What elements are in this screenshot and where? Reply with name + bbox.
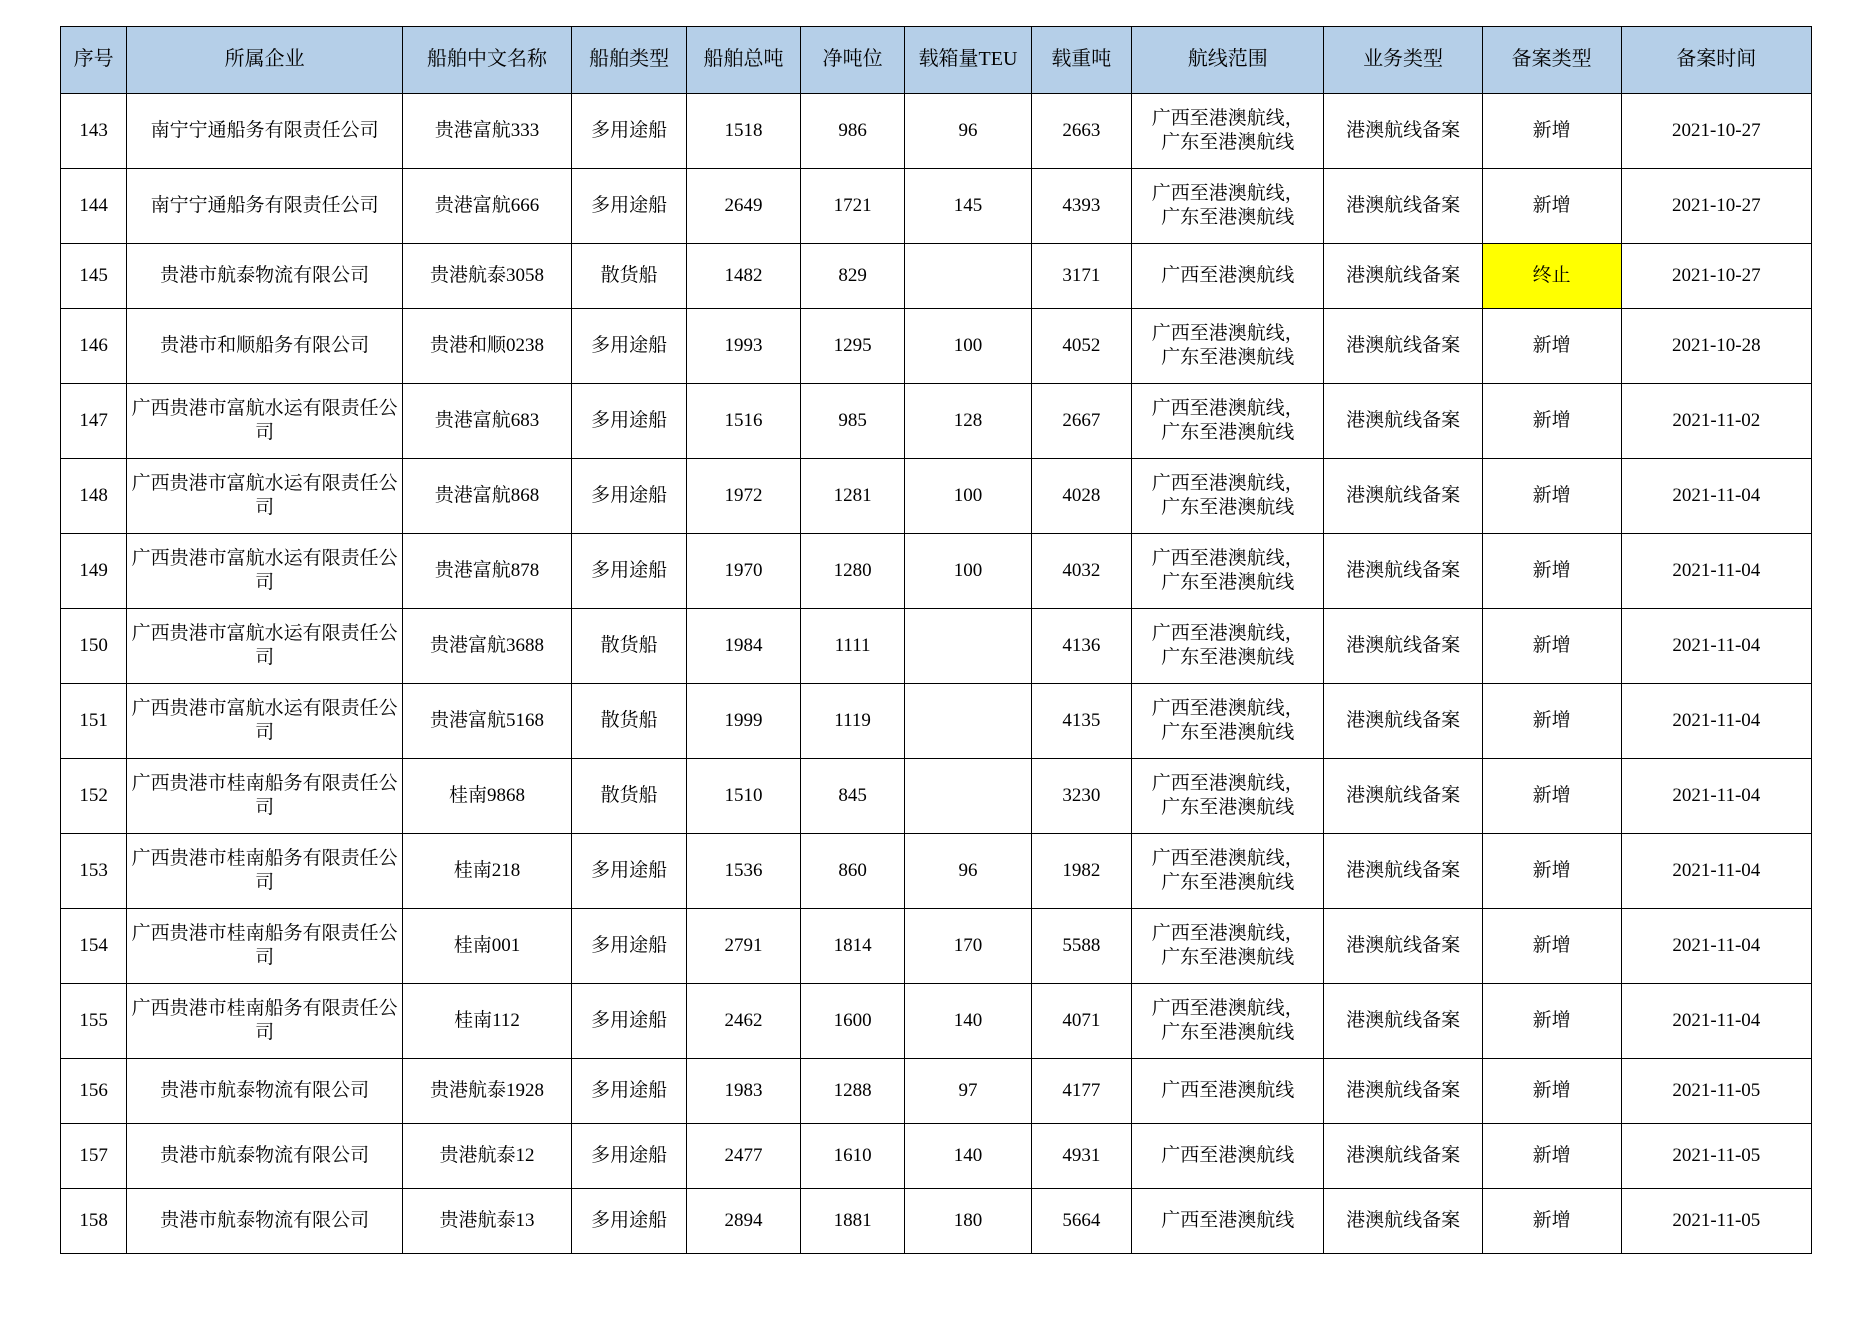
table-row <box>61 684 1812 759</box>
table-row <box>61 1059 1812 1124</box>
column-header-net-tonnage: 净吨位 <box>800 27 905 94</box>
cell-deadweight-tonnage: 1982 <box>1031 834 1131 909</box>
cell-ship-name: 贵港富航878 <box>403 534 572 609</box>
cell-record-date: 2021-10-27 <box>1621 244 1811 309</box>
cell-ship-type: 多用途船 <box>571 909 686 984</box>
cell-teu-capacity <box>905 684 1031 759</box>
cell-record-type: 新增 <box>1482 909 1621 984</box>
table-row <box>61 759 1812 834</box>
table-row <box>61 1124 1812 1189</box>
cell-route-range: 广西至港澳航线， 广东至港澳航线 <box>1132 684 1324 759</box>
cell-business-type: 港澳航线备案 <box>1324 984 1482 1059</box>
cell-net-tonnage: 1600 <box>800 984 905 1059</box>
cell-row-index: 150 <box>61 609 127 684</box>
cell-record-type: 新增 <box>1482 94 1621 169</box>
cell-route-range: 广西至港澳航线， 广东至港澳航线 <box>1132 534 1324 609</box>
cell-record-type: 新增 <box>1482 834 1621 909</box>
cell-business-type: 港澳航线备案 <box>1324 534 1482 609</box>
cell-record-type: 新增 <box>1482 1124 1621 1189</box>
cell-deadweight-tonnage: 4177 <box>1031 1059 1131 1124</box>
table-row <box>61 984 1812 1059</box>
cell-row-index: 145 <box>61 244 127 309</box>
cell-row-index: 149 <box>61 534 127 609</box>
cell-row-index: 157 <box>61 1124 127 1189</box>
cell-business-type: 港澳航线备案 <box>1324 1059 1482 1124</box>
cell-ship-type: 多用途船 <box>571 984 686 1059</box>
cell-ship-name: 贵港富航683 <box>403 384 572 459</box>
cell-ship-company: 广西贵港市桂南船务有限责任公司 <box>127 909 403 984</box>
cell-ship-name: 贵港航泰12 <box>403 1124 572 1189</box>
cell-ship-company: 广西贵港市桂南船务有限责任公司 <box>127 984 403 1059</box>
cell-business-type: 港澳航线备案 <box>1324 459 1482 534</box>
cell-teu-capacity: 100 <box>905 534 1031 609</box>
cell-ship-name: 贵港航泰13 <box>403 1189 572 1254</box>
cell-teu-capacity: 96 <box>905 94 1031 169</box>
cell-route-range: 广西至港澳航线， 广东至港澳航线 <box>1132 909 1324 984</box>
cell-ship-company: 广西贵港市富航水运有限责任公司 <box>127 609 403 684</box>
cell-gross-tonnage: 2894 <box>687 1189 800 1254</box>
cell-ship-type: 多用途船 <box>571 94 686 169</box>
cell-teu-capacity: 145 <box>905 169 1031 244</box>
cell-ship-company: 广西贵港市富航水运有限责任公司 <box>127 534 403 609</box>
cell-ship-type: 散货船 <box>571 684 686 759</box>
ship-records-table <box>60 26 1812 1254</box>
cell-record-date: 2021-11-04 <box>1621 984 1811 1059</box>
cell-record-type: 新增 <box>1482 384 1621 459</box>
cell-business-type: 港澳航线备案 <box>1324 1124 1482 1189</box>
cell-ship-company: 广西贵港市桂南船务有限责任公司 <box>127 759 403 834</box>
cell-record-date: 2021-10-27 <box>1621 169 1811 244</box>
cell-route-range: 广西至港澳航线， 广东至港澳航线 <box>1132 384 1324 459</box>
cell-ship-type: 多用途船 <box>571 834 686 909</box>
cell-teu-capacity <box>905 244 1031 309</box>
cell-route-range: 广西至港澳航线 <box>1132 1124 1324 1189</box>
cell-ship-name: 桂南218 <box>403 834 572 909</box>
cell-net-tonnage: 1814 <box>800 909 905 984</box>
cell-route-range: 广西至港澳航线 <box>1132 1189 1324 1254</box>
cell-business-type: 港澳航线备案 <box>1324 834 1482 909</box>
cell-deadweight-tonnage: 4032 <box>1031 534 1131 609</box>
cell-gross-tonnage: 2791 <box>687 909 800 984</box>
cell-teu-capacity: 140 <box>905 1124 1031 1189</box>
table-row <box>61 534 1812 609</box>
cell-deadweight-tonnage: 4028 <box>1031 459 1131 534</box>
cell-ship-company: 广西贵港市桂南船务有限责任公司 <box>127 834 403 909</box>
cell-record-type: 新增 <box>1482 1059 1621 1124</box>
cell-net-tonnage: 829 <box>800 244 905 309</box>
cell-gross-tonnage: 2462 <box>687 984 800 1059</box>
cell-net-tonnage: 985 <box>800 384 905 459</box>
cell-record-type: 新增 <box>1482 984 1621 1059</box>
cell-ship-type: 多用途船 <box>571 1059 686 1124</box>
cell-route-range: 广西至港澳航线 <box>1132 244 1324 309</box>
cell-teu-capacity: 128 <box>905 384 1031 459</box>
cell-route-range: 广西至港澳航线， 广东至港澳航线 <box>1132 984 1324 1059</box>
cell-teu-capacity: 100 <box>905 309 1031 384</box>
cell-gross-tonnage: 1518 <box>687 94 800 169</box>
cell-ship-type: 散货船 <box>571 609 686 684</box>
table-row <box>61 94 1812 169</box>
cell-business-type: 港澳航线备案 <box>1324 759 1482 834</box>
cell-teu-capacity: 180 <box>905 1189 1031 1254</box>
cell-ship-type: 多用途船 <box>571 1189 686 1254</box>
column-header-ship-name: 船舶中文名称 <box>403 27 572 94</box>
cell-teu-capacity: 170 <box>905 909 1031 984</box>
cell-ship-type: 散货船 <box>571 244 686 309</box>
column-header-business-type: 业务类型 <box>1324 27 1482 94</box>
cell-ship-company: 广西贵港市富航水运有限责任公司 <box>127 459 403 534</box>
cell-route-range: 广西至港澳航线， 广东至港澳航线 <box>1132 459 1324 534</box>
cell-record-date: 2021-11-04 <box>1621 759 1811 834</box>
cell-net-tonnage: 1111 <box>800 609 905 684</box>
cell-ship-type: 多用途船 <box>571 459 686 534</box>
cell-gross-tonnage: 1970 <box>687 534 800 609</box>
cell-row-index: 152 <box>61 759 127 834</box>
cell-ship-name: 桂南9868 <box>403 759 572 834</box>
table-row <box>61 384 1812 459</box>
cell-deadweight-tonnage: 4135 <box>1031 684 1131 759</box>
cell-deadweight-tonnage: 4931 <box>1031 1124 1131 1189</box>
cell-deadweight-tonnage: 2663 <box>1031 94 1131 169</box>
cell-gross-tonnage: 1993 <box>687 309 800 384</box>
table-header-row <box>61 27 1812 94</box>
cell-route-range: 广西至港澳航线 <box>1132 1059 1324 1124</box>
cell-record-date: 2021-11-04 <box>1621 834 1811 909</box>
cell-route-range: 广西至港澳航线， 广东至港澳航线 <box>1132 94 1324 169</box>
table-row <box>61 244 1812 309</box>
cell-teu-capacity: 140 <box>905 984 1031 1059</box>
cell-business-type: 港澳航线备案 <box>1324 609 1482 684</box>
cell-record-type: 新增 <box>1482 309 1621 384</box>
cell-ship-company: 贵港市航泰物流有限公司 <box>127 1189 403 1254</box>
cell-net-tonnage: 845 <box>800 759 905 834</box>
cell-business-type: 港澳航线备案 <box>1324 1189 1482 1254</box>
cell-net-tonnage: 1288 <box>800 1059 905 1124</box>
column-header-record-date: 备案时间 <box>1621 27 1811 94</box>
cell-deadweight-tonnage: 4393 <box>1031 169 1131 244</box>
cell-row-index: 148 <box>61 459 127 534</box>
cell-net-tonnage: 1610 <box>800 1124 905 1189</box>
cell-business-type: 港澳航线备案 <box>1324 684 1482 759</box>
cell-record-date: 2021-10-28 <box>1621 309 1811 384</box>
cell-row-index: 156 <box>61 1059 127 1124</box>
cell-business-type: 港澳航线备案 <box>1324 309 1482 384</box>
column-header-teu: 载箱量TEU <box>905 27 1031 94</box>
cell-net-tonnage: 1721 <box>800 169 905 244</box>
column-header-deadweight: 载重吨 <box>1031 27 1131 94</box>
cell-route-range: 广西至港澳航线， 广东至港澳航线 <box>1132 169 1324 244</box>
cell-ship-name: 贵港航泰3058 <box>403 244 572 309</box>
column-header-record-type: 备案类型 <box>1482 27 1621 94</box>
cell-ship-name: 贵港富航868 <box>403 459 572 534</box>
cell-route-range: 广西至港澳航线， 广东至港澳航线 <box>1132 834 1324 909</box>
cell-record-type: 新增 <box>1482 609 1621 684</box>
cell-ship-name: 贵港富航333 <box>403 94 572 169</box>
cell-net-tonnage: 1119 <box>800 684 905 759</box>
cell-ship-type: 多用途船 <box>571 1124 686 1189</box>
cell-record-date: 2021-11-04 <box>1621 909 1811 984</box>
cell-record-date: 2021-10-27 <box>1621 94 1811 169</box>
cell-record-date: 2021-11-04 <box>1621 534 1811 609</box>
cell-row-index: 146 <box>61 309 127 384</box>
cell-deadweight-tonnage: 3171 <box>1031 244 1131 309</box>
cell-ship-type: 散货船 <box>571 759 686 834</box>
cell-ship-company: 贵港市和顺船务有限公司 <box>127 309 403 384</box>
cell-ship-company: 南宁宁通船务有限责任公司 <box>127 94 403 169</box>
cell-deadweight-tonnage: 3230 <box>1031 759 1131 834</box>
cell-ship-company: 贵港市航泰物流有限公司 <box>127 244 403 309</box>
cell-route-range: 广西至港澳航线， 广东至港澳航线 <box>1132 759 1324 834</box>
cell-ship-name: 贵港富航5168 <box>403 684 572 759</box>
cell-record-type: 新增 <box>1482 1189 1621 1254</box>
column-header-gross-tonnage: 船舶总吨 <box>687 27 800 94</box>
cell-business-type: 港澳航线备案 <box>1324 384 1482 459</box>
cell-teu-capacity: 100 <box>905 459 1031 534</box>
cell-net-tonnage: 1281 <box>800 459 905 534</box>
cell-gross-tonnage: 1482 <box>687 244 800 309</box>
cell-record-date: 2021-11-05 <box>1621 1124 1811 1189</box>
cell-deadweight-tonnage: 5588 <box>1031 909 1131 984</box>
cell-record-date: 2021-11-02 <box>1621 384 1811 459</box>
cell-ship-name: 桂南112 <box>403 984 572 1059</box>
cell-ship-type: 多用途船 <box>571 309 686 384</box>
table-row <box>61 459 1812 534</box>
cell-gross-tonnage: 1516 <box>687 384 800 459</box>
cell-route-range: 广西至港澳航线， 广东至港澳航线 <box>1132 609 1324 684</box>
cell-gross-tonnage: 1983 <box>687 1059 800 1124</box>
cell-ship-name: 贵港和顺0238 <box>403 309 572 384</box>
cell-record-type: 新增 <box>1482 759 1621 834</box>
cell-deadweight-tonnage: 4052 <box>1031 309 1131 384</box>
cell-deadweight-tonnage: 4136 <box>1031 609 1131 684</box>
cell-row-index: 153 <box>61 834 127 909</box>
cell-teu-capacity <box>905 759 1031 834</box>
cell-ship-name: 贵港富航3688 <box>403 609 572 684</box>
table-row <box>61 309 1812 384</box>
table-row <box>61 169 1812 244</box>
column-header-route: 航线范围 <box>1132 27 1324 94</box>
cell-business-type: 港澳航线备案 <box>1324 244 1482 309</box>
cell-record-date: 2021-11-04 <box>1621 609 1811 684</box>
table-header <box>61 27 1812 94</box>
cell-route-range: 广西至港澳航线， 广东至港澳航线 <box>1132 309 1324 384</box>
cell-teu-capacity: 96 <box>905 834 1031 909</box>
cell-teu-capacity <box>905 609 1031 684</box>
cell-ship-company: 贵港市航泰物流有限公司 <box>127 1124 403 1189</box>
cell-ship-company: 广西贵港市富航水运有限责任公司 <box>127 384 403 459</box>
cell-net-tonnage: 860 <box>800 834 905 909</box>
cell-record-type: 新增 <box>1482 684 1621 759</box>
cell-record-date: 2021-11-05 <box>1621 1059 1811 1124</box>
cell-ship-type: 多用途船 <box>571 534 686 609</box>
cell-net-tonnage: 1295 <box>800 309 905 384</box>
cell-record-type: 终止 <box>1482 244 1621 309</box>
cell-gross-tonnage: 1510 <box>687 759 800 834</box>
column-header-ship-type: 船舶类型 <box>571 27 686 94</box>
cell-row-index: 147 <box>61 384 127 459</box>
cell-ship-type: 多用途船 <box>571 384 686 459</box>
cell-net-tonnage: 1280 <box>800 534 905 609</box>
cell-record-date: 2021-11-05 <box>1621 1189 1811 1254</box>
cell-deadweight-tonnage: 5664 <box>1031 1189 1131 1254</box>
cell-net-tonnage: 986 <box>800 94 905 169</box>
table-body <box>61 94 1812 1254</box>
cell-gross-tonnage: 2477 <box>687 1124 800 1189</box>
cell-ship-name: 桂南001 <box>403 909 572 984</box>
cell-ship-company: 南宁宁通船务有限责任公司 <box>127 169 403 244</box>
cell-record-type: 新增 <box>1482 169 1621 244</box>
cell-business-type: 港澳航线备案 <box>1324 909 1482 984</box>
cell-business-type: 港澳航线备案 <box>1324 169 1482 244</box>
cell-gross-tonnage: 1536 <box>687 834 800 909</box>
cell-record-type: 新增 <box>1482 534 1621 609</box>
cell-ship-company: 贵港市航泰物流有限公司 <box>127 1059 403 1124</box>
cell-record-date: 2021-11-04 <box>1621 459 1811 534</box>
cell-row-index: 151 <box>61 684 127 759</box>
cell-row-index: 154 <box>61 909 127 984</box>
column-header-company: 所属企业 <box>127 27 403 94</box>
cell-teu-capacity: 97 <box>905 1059 1031 1124</box>
cell-ship-company: 广西贵港市富航水运有限责任公司 <box>127 684 403 759</box>
cell-record-type: 新增 <box>1482 459 1621 534</box>
cell-row-index: 143 <box>61 94 127 169</box>
table-row <box>61 909 1812 984</box>
table-row <box>61 609 1812 684</box>
table-row <box>61 834 1812 909</box>
cell-ship-name: 贵港航泰1928 <box>403 1059 572 1124</box>
cell-gross-tonnage: 1999 <box>687 684 800 759</box>
cell-record-date: 2021-11-04 <box>1621 684 1811 759</box>
cell-business-type: 港澳航线备案 <box>1324 94 1482 169</box>
cell-gross-tonnage: 1972 <box>687 459 800 534</box>
cell-row-index: 155 <box>61 984 127 1059</box>
cell-gross-tonnage: 2649 <box>687 169 800 244</box>
cell-ship-name: 贵港富航666 <box>403 169 572 244</box>
table-row <box>61 1189 1812 1254</box>
cell-deadweight-tonnage: 4071 <box>1031 984 1131 1059</box>
cell-net-tonnage: 1881 <box>800 1189 905 1254</box>
column-header-index: 序号 <box>61 27 127 94</box>
cell-ship-type: 多用途船 <box>571 169 686 244</box>
cell-row-index: 158 <box>61 1189 127 1254</box>
cell-deadweight-tonnage: 2667 <box>1031 384 1131 459</box>
cell-row-index: 144 <box>61 169 127 244</box>
cell-gross-tonnage: 1984 <box>687 609 800 684</box>
